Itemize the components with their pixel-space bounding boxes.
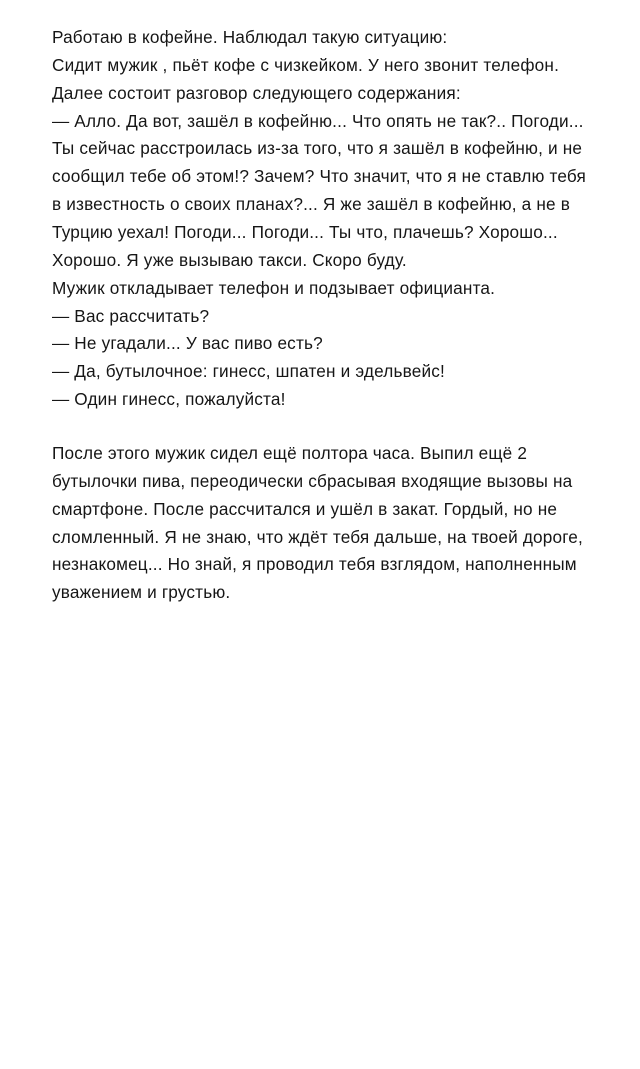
story-text-block [52,24,588,607]
paragraph: После этого мужик сидел ещё полтора часа. Выпил ещё 2 бутылочки пива, переодически сбрасывая входящие вызовы на смартфоне. После рассчитался и ушёл в закат. Гордый, но не сломленный. Я не знаю, что ждёт тебя дальше, на твоей дороге, незнакомец... Но знай, я проводил тебя взглядом, наполненным уважением и грустью. [52,443,583,603]
paragraph: — Да, бутылочное: гинесс, шпатен и эдельвейс! [52,361,445,382]
paragraph: Сидит мужик , пьёт кофе с чизкейком. У него звонит телефон. Далее состоит разговор следующего содержания: [52,54,560,103]
paragraph: Мужик откладывает телефон и подзывает официанта. [52,277,496,298]
paragraph: — Вас рассчитать? [52,305,210,326]
paragraph: — Не угадали... У вас пиво есть? [52,333,323,354]
paragraph-spacer [52,414,588,440]
paragraph: — Один гинесс, пожалуйста! [52,389,286,410]
paragraph: — Алло. Да вот, зашёл в кофейню... Что опять не так?.. Погоди... Ты сейчас расстроилась из-за того, что я зашёл в кофейню, и не сообщил тебе об этом!? Зачем? Что значит, что я не ставлю тебя в известность о своих планах?... Я же зашёл в кофейню, а не в Турцию уехал! Погоди... Погоди... Ты что, плачешь? Хорошо... Хорошо. Я уже вызываю такси. Скоро буду. [52,110,586,270]
paragraph: Работаю в кофейне. Наблюдал такую ситуацию: [52,27,448,47]
